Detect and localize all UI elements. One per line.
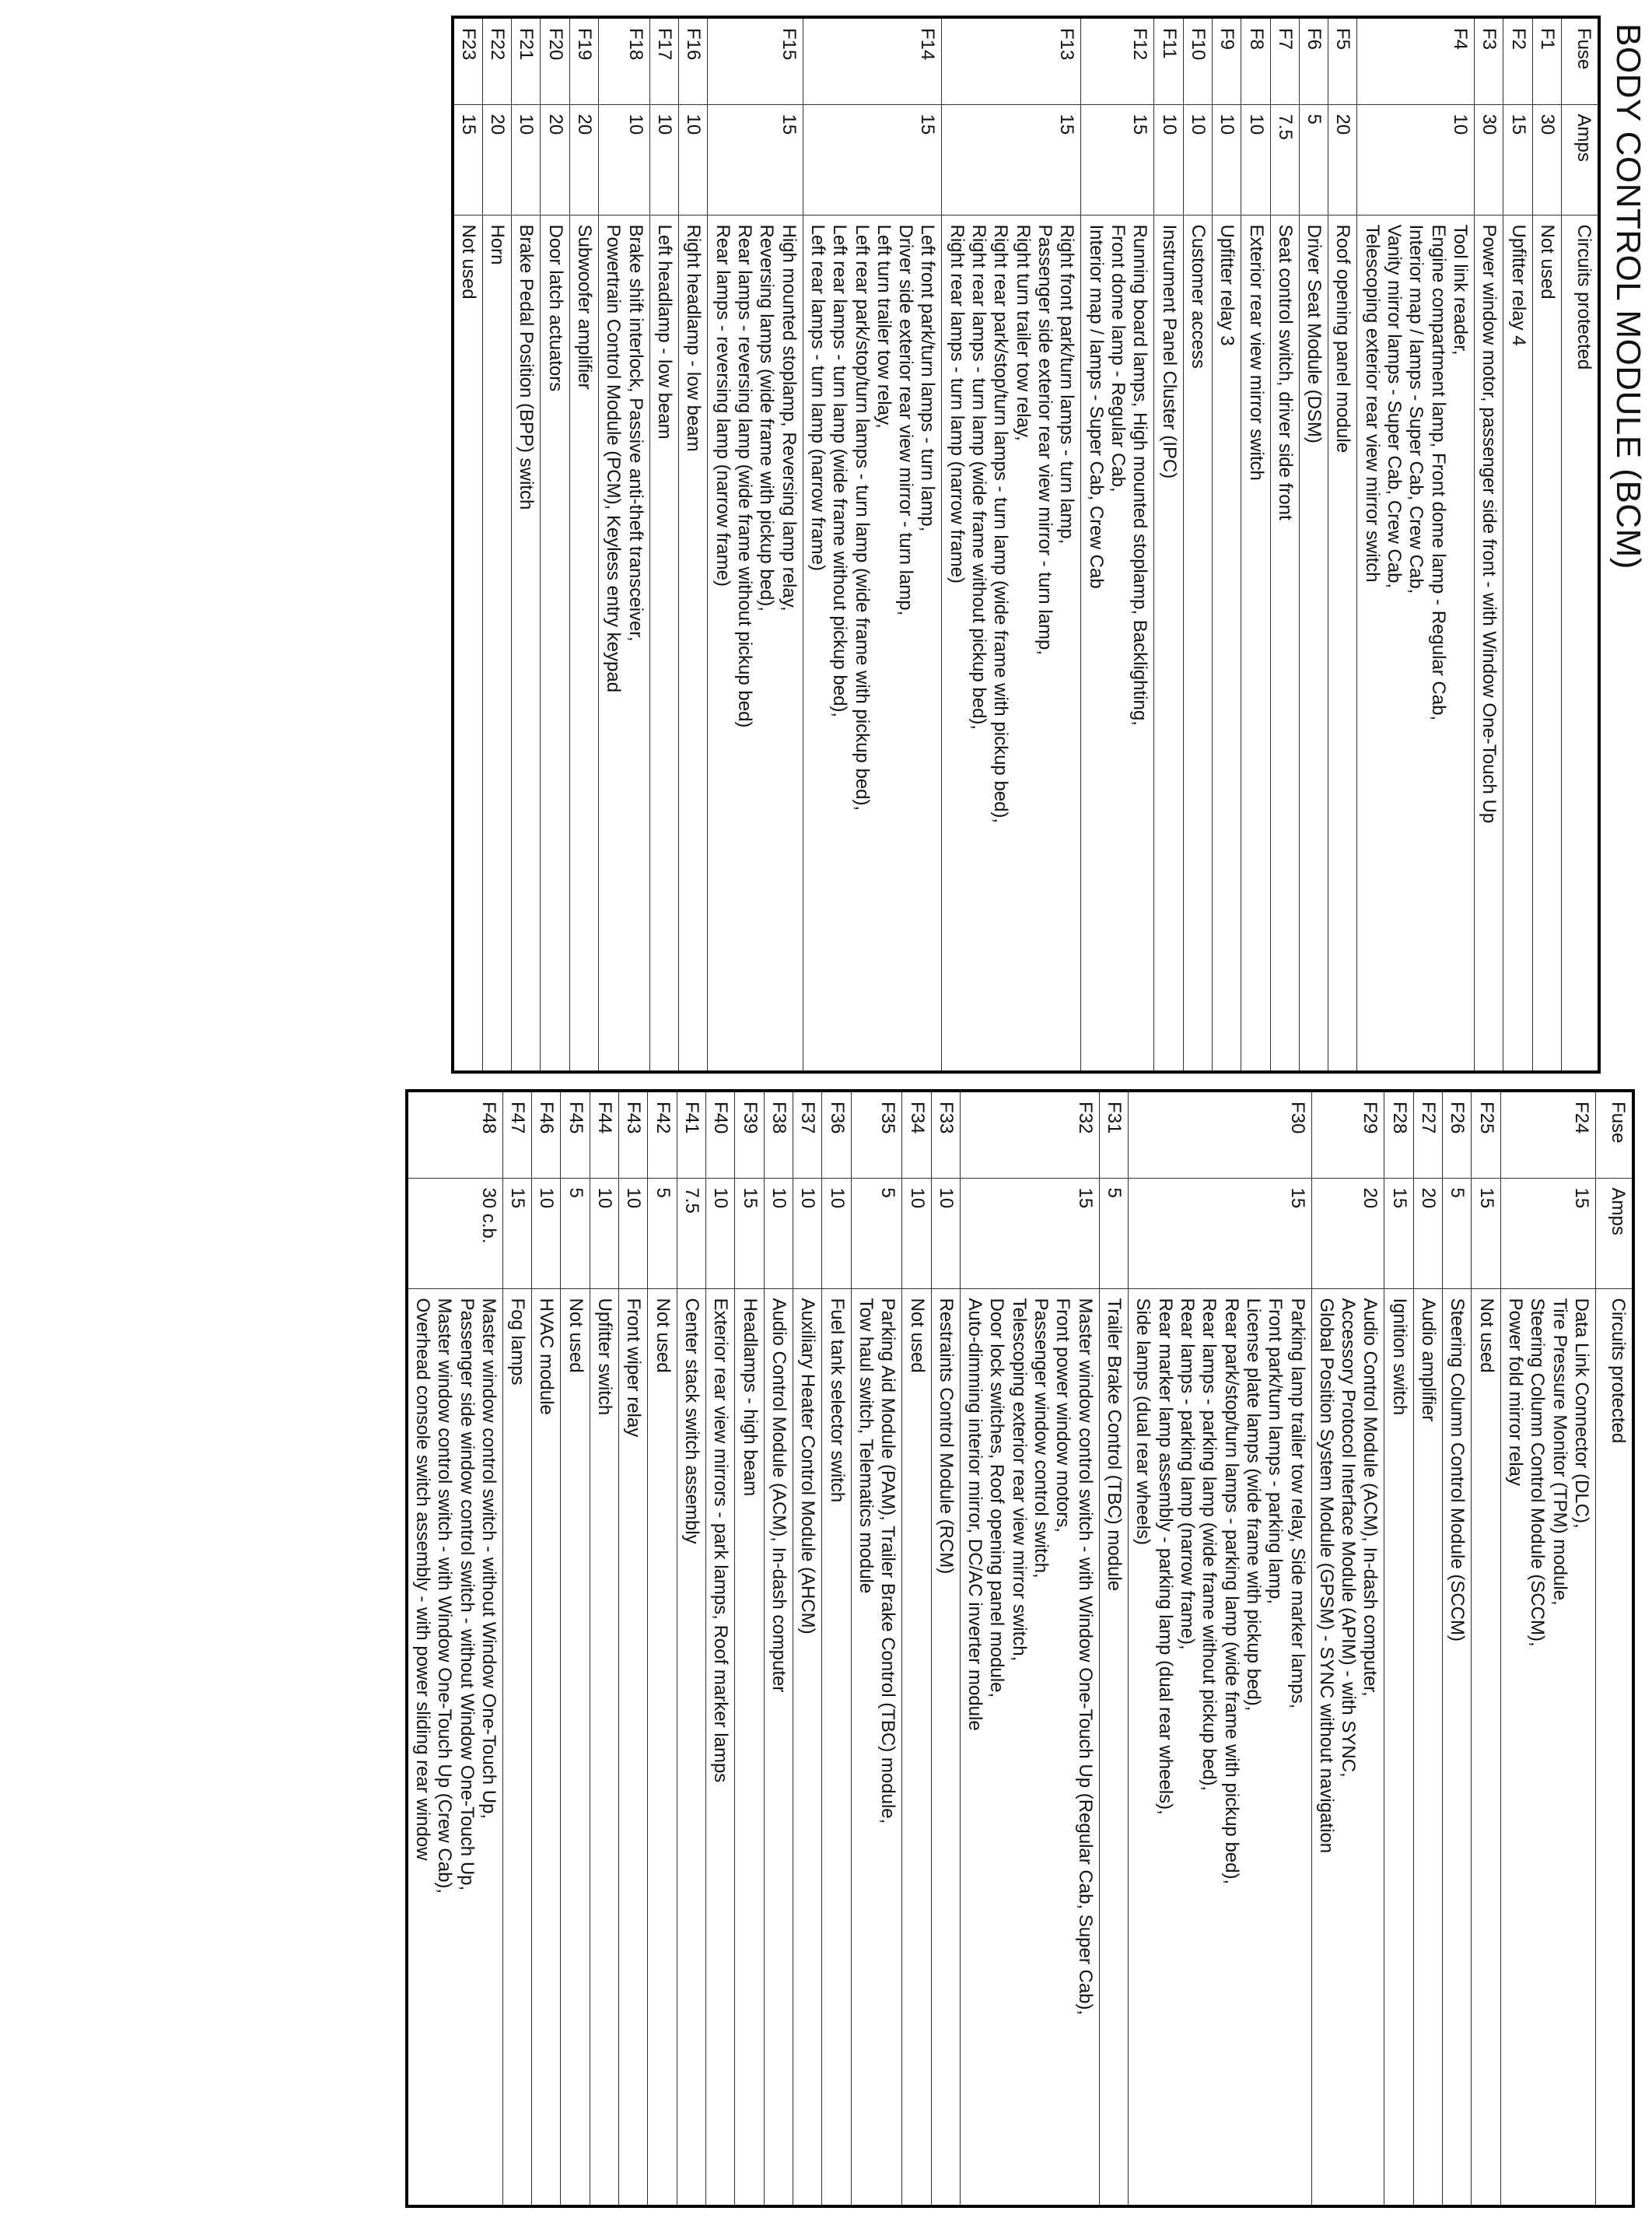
fuse-column-header: Fuse (1596, 1091, 1634, 1178)
circuits-protected (590, 1288, 618, 2206)
circuit-line: Upfitter switch (594, 1298, 616, 1416)
fuse-table-1 (451, 16, 1601, 1074)
circuit-line: Passenger side exterior rear view mirror - turn lamp, (1034, 224, 1056, 656)
circuits-protected (1099, 1288, 1128, 2206)
circuit-line: Parking lamp trailer tow relay, Side marker lamps, (1286, 1298, 1308, 1709)
table-row (561, 1091, 590, 2206)
circuits-protected (649, 215, 678, 1072)
circuit-line: Fog lamps (507, 1298, 529, 1386)
table-row (532, 1091, 561, 2206)
fuse-number: F45 (561, 1091, 590, 1178)
circuits-protected (1384, 1288, 1413, 2206)
fuse-number: F26 (1443, 1091, 1472, 1178)
fuse-number: F7 (1270, 17, 1299, 104)
circuit-line: Exterior rear view mirror switch (1245, 224, 1267, 481)
circuit-line: Left rear park/stop/turn lamps - turn lamp (wide frame with pickup bed), (851, 224, 873, 811)
fuse-number: F19 (569, 17, 598, 104)
fuse-number: F44 (590, 1091, 618, 1178)
fuse-amps: 5 (1443, 1178, 1472, 1288)
table-row (902, 1091, 931, 2206)
fuse-amps: 5 (1099, 1178, 1128, 1288)
table-row (822, 1091, 851, 2206)
circuit-line: Vanity mirror lamps - Super Cab, Crew Cab, (1384, 224, 1405, 589)
circuits-column-header: Circuits protected (1562, 215, 1600, 1072)
circuits-protected (1129, 1288, 1312, 2206)
circuits-protected (764, 1288, 793, 2206)
circuits-protected (407, 1288, 503, 2206)
fuse-number: F37 (793, 1091, 822, 1178)
fuse-number: F35 (851, 1091, 902, 1178)
fuse-amps: 15 (735, 1178, 764, 1288)
circuit-line: Audio Control Module (ACM), In-dash computer (768, 1298, 789, 1693)
circuit-line: Customer access (1187, 224, 1209, 369)
circuits-protected (1299, 215, 1328, 1072)
fuse-number: F12 (1081, 17, 1154, 104)
fuse-number: F36 (822, 1091, 851, 1178)
circuits-protected (561, 1288, 590, 2206)
table-row (1472, 1091, 1500, 2206)
fuse-number: F13 (942, 17, 1081, 104)
fuse-amps: 10 (532, 1178, 561, 1288)
fuse-number: F39 (735, 1091, 764, 1178)
amps-column-header: Amps (1596, 1178, 1634, 1288)
circuits-protected (512, 215, 541, 1072)
circuits-protected (1443, 1288, 1472, 2206)
circuit-line: Running board lamps, High mounted stoplamp, Backlighting, (1129, 224, 1151, 726)
fuse-amps: 20 (1413, 1178, 1442, 1288)
circuit-line: Left headlamp - low beam (654, 224, 676, 440)
fuse-amps: 10 (649, 104, 678, 215)
circuit-line: Left turn trailer tow relay, (873, 224, 894, 429)
circuit-line: Side lamps (dual rear wheels) (1132, 1298, 1154, 1545)
fuse-amps: 10 (512, 104, 541, 215)
circuits-protected (532, 1288, 561, 2206)
table-row (599, 17, 650, 1072)
table-row (569, 17, 598, 1072)
circuits-protected (453, 215, 483, 1072)
table-row (1099, 1091, 1128, 2206)
circuit-line: Rear lamps - reversing lamp (narrow frame) (712, 224, 733, 587)
circuit-line: Trailer Brake Control (TBC) module (1104, 1298, 1125, 1592)
amps-column-header: Amps (1562, 104, 1600, 215)
fuse-amps: 30 c.b. (407, 1178, 503, 1288)
circuit-line: Driver Seat Module (DSM) (1304, 224, 1325, 443)
fuse-number: F33 (931, 1091, 960, 1178)
circuits-protected (735, 1288, 764, 2206)
circuits-protected (822, 1288, 851, 2206)
circuits-protected (599, 215, 650, 1072)
table-row (1357, 17, 1475, 1072)
fuse-number: F3 (1475, 17, 1503, 104)
circuit-line: Instrument Panel Cluster (IPC) (1158, 224, 1180, 479)
fuse-amps: 10 (1212, 104, 1241, 215)
circuits-protected (1500, 1288, 1595, 2206)
fuse-number: F23 (453, 17, 483, 104)
circuits-protected (1270, 215, 1299, 1072)
circuits-protected (1328, 215, 1357, 1072)
circuit-line: Master window control switch - without Window One-Touch Up, (478, 1298, 499, 1820)
circuit-line: Not used (652, 1298, 674, 1373)
table-row (1500, 1091, 1595, 2206)
circuit-line: Horn (487, 224, 509, 265)
fuse-number: F41 (677, 1091, 705, 1178)
circuits-protected (1212, 215, 1241, 1072)
fuse-number: F30 (1129, 1091, 1312, 1178)
circuits-protected (793, 1288, 822, 2206)
circuit-line: Right turn trailer tow relay, (1012, 224, 1034, 441)
table-row (960, 1091, 1099, 2206)
fuse-number: F47 (502, 1091, 531, 1178)
circuits-protected (502, 1288, 531, 2206)
fuse-number: F16 (679, 17, 708, 104)
circuits-protected (931, 1288, 960, 2206)
table-row (851, 1091, 902, 2206)
circuit-line: Brake shift interlock, Passive anti-theft transceiver, (625, 224, 646, 642)
circuit-line: Parking Aid Module (PAM), Trailer Brake Control (TBC) module, (877, 1298, 899, 1824)
table-row (1081, 17, 1154, 1072)
circuit-line: Not used (457, 224, 479, 300)
fuse-number: F4 (1357, 17, 1475, 104)
fuse-amps: 20 (482, 104, 511, 215)
table-row (482, 17, 511, 1072)
circuit-line: Fuel tank selector switch (826, 1298, 848, 1503)
table-row (1183, 17, 1212, 1072)
circuit-line: Tire Pressure Monitor (TPM) module, (1549, 1298, 1570, 1606)
circuits-protected (1503, 215, 1532, 1072)
circuit-line: Rear marker lamp assembly - parking lamp (dual rear wheels), (1154, 1298, 1176, 1815)
fuse-number: F20 (541, 17, 569, 104)
table-row (1299, 17, 1328, 1072)
circuits-protected (569, 215, 598, 1072)
table-row (407, 1091, 503, 2206)
fuse-amps: 15 (960, 1178, 1099, 1288)
table-row (803, 17, 942, 1072)
circuit-line: Audio amplifier (1418, 1298, 1440, 1422)
fuse-amps: 10 (1357, 104, 1475, 215)
fuse-number: F34 (902, 1091, 931, 1178)
table-row (1311, 1091, 1384, 2206)
fuse-number: F25 (1472, 1091, 1500, 1178)
circuit-line: Right front park/turn lamps - turn lamp, (1056, 224, 1078, 545)
circuit-line: Not used (565, 1298, 586, 1373)
circuits-protected (482, 215, 511, 1072)
fuse-number: F6 (1299, 17, 1328, 104)
table-row (502, 1091, 531, 2206)
fuse-number: F11 (1154, 17, 1183, 104)
circuit-line: Audio Control Module (ACM), In-dash computer, (1360, 1298, 1381, 1697)
fuse-amps: 10 (679, 104, 708, 215)
circuits-protected (541, 215, 569, 1072)
fuse-number: F18 (599, 17, 650, 104)
fuse-number: F48 (407, 1091, 503, 1178)
circuit-line: Right rear lamps - turn lamp (wide frame without pickup bed), (968, 224, 990, 731)
fuse-table-2 (405, 1089, 1635, 2208)
fuse-amps: 15 (453, 104, 483, 215)
fuse-amps: 10 (793, 1178, 822, 1288)
circuits-protected (679, 215, 708, 1072)
circuit-line: Rear lamps - parking lamp (narrow frame), (1177, 1298, 1198, 1650)
circuit-line: High mounted stoplamp, Reversing lamp relay, (778, 224, 800, 611)
table-row (1129, 1091, 1312, 2206)
fuse-amps: 10 (590, 1178, 618, 1288)
fuse-amps: 10 (764, 1178, 793, 1288)
table-row (648, 1091, 677, 2206)
fuse-amps: 10 (931, 1178, 960, 1288)
table-row (1475, 17, 1503, 1072)
fuse-amps: 10 (822, 1178, 851, 1288)
fuse-amps: 10 (1241, 104, 1270, 215)
circuit-line: Power window motor, passenger side front - with Window One-Touch Up (1479, 224, 1500, 824)
fuse-amps: 30 (1475, 104, 1503, 215)
fuse-amps: 10 (599, 104, 650, 215)
circuit-line: Rear lamps - parking lamp (wide frame without pickup bed), (1199, 1298, 1220, 1792)
table-row (1413, 1091, 1442, 2206)
fuse-amps: 5 (1299, 104, 1328, 215)
circuits-protected (1183, 215, 1212, 1072)
circuit-line: Headlamps - high beam (739, 1298, 761, 1497)
table-row (764, 1091, 793, 2206)
table-row (1212, 17, 1241, 1072)
fuse-number: F21 (512, 17, 541, 104)
table-row (1503, 17, 1532, 1072)
circuits-protected (1311, 1288, 1384, 2206)
fuse-amps: 5 (851, 1178, 902, 1288)
circuit-line: Tow haul switch, Telematics module (855, 1298, 877, 1594)
fuse-amps: 15 (1503, 104, 1532, 215)
circuit-line: Telescoping exterior rear view mirror switch (1361, 224, 1383, 583)
circuit-line: Upfitter relay 4 (1507, 224, 1529, 346)
fuse-amps: 15 (1081, 104, 1154, 215)
circuits-protected (902, 1288, 931, 2206)
fuse-amps: 20 (1328, 104, 1357, 215)
circuit-line: Reversing lamps (wide frame with pickup bed), (756, 224, 778, 612)
table-row (619, 1091, 648, 2206)
circuit-line: Passenger window control switch, (1031, 1298, 1052, 1579)
circuit-line: Steering Column Control Module (SCCM), (1527, 1298, 1549, 1647)
table-row (649, 17, 678, 1072)
fuse-amps: 10 (1154, 104, 1183, 215)
circuits-protected (851, 1288, 902, 2206)
fuse-number: F1 (1532, 17, 1561, 104)
circuit-line: Center stack switch assembly (681, 1298, 703, 1544)
fuse-number: F46 (532, 1091, 561, 1178)
table-row (679, 17, 708, 1072)
fuse-amps: 15 (1129, 1178, 1312, 1288)
table-row (706, 1091, 735, 2206)
circuit-line: Brake Pedal Position (BPP) switch (516, 224, 537, 510)
circuit-line: Rear lamps - reversing lamp (wide frame without pickup bed) (734, 224, 755, 728)
fuse-number: F22 (482, 17, 511, 104)
circuit-line: Powertrain Control Module (PCM), Keyless entry keypad (603, 224, 625, 693)
table-row (708, 17, 803, 1072)
circuit-line: Auxiliary Heater Control Module (AHCM) (797, 1298, 819, 1635)
fuse-number: F42 (648, 1091, 677, 1178)
circuits-protected (1241, 215, 1270, 1072)
fuse-number: F32 (960, 1091, 1099, 1178)
fuse-number: F24 (1500, 1091, 1595, 1178)
fuse-number: F28 (1384, 1091, 1413, 1178)
fuse-amps: 15 (1384, 1178, 1413, 1288)
circuit-line: License plate lamps (wide frame with pickup bed), (1242, 1298, 1264, 1712)
circuits-protected (706, 1288, 735, 2206)
circuit-line: Front dome lamp - Regular Cab, (1108, 224, 1129, 492)
circuit-line: Passenger side window control switch - without Window One-Touch Up, (456, 1298, 478, 1891)
fuse-amps: 5 (648, 1178, 677, 1288)
circuits-protected (960, 1288, 1099, 2206)
table-row (735, 1091, 764, 2206)
fuse-column-header: Fuse (1562, 17, 1600, 104)
table-row (1270, 17, 1299, 1072)
circuit-line: Seat control switch, driver side front (1274, 224, 1296, 520)
table-row (1384, 1091, 1413, 2206)
circuit-line: Front park/turn lamps - parking lamp, (1265, 1298, 1286, 1604)
circuit-line: HVAC module (536, 1298, 558, 1415)
circuit-line: Rear park/stop/turn lamps - parking lamp (wide frame with pickup bed), (1220, 1298, 1242, 1885)
circuit-line: Tool link reader, (1450, 224, 1472, 356)
table-row (1241, 17, 1270, 1072)
circuit-line: Ignition switch (1388, 1298, 1410, 1416)
fuse-number: F15 (708, 17, 803, 104)
circuit-line: Engine compartment lamp, Front dome lamp - Regular Cab, (1427, 224, 1449, 721)
circuit-line: Left front park/turn lamps - turn lamp, (917, 224, 939, 532)
fuse-number: F9 (1212, 17, 1241, 104)
circuit-line: Door latch actuators (544, 224, 566, 392)
fuse-amps: 10 (902, 1178, 931, 1288)
table-row (1154, 17, 1183, 1072)
fuse-number: F8 (1241, 17, 1270, 104)
circuit-line: Driver side exterior rear view mirror - turn lamp, (895, 224, 917, 616)
circuit-line: Master window control switch - with Window One-Touch Up (Crew Cab), (434, 1298, 456, 1894)
fuse-amps: 15 (803, 104, 942, 215)
fuse-amps: 15 (1500, 1178, 1595, 1288)
fuse-amps: 20 (569, 104, 598, 215)
table-row (512, 17, 541, 1072)
circuit-line: Roof opening panel module (1332, 224, 1354, 454)
fuse-amps: 30 (1532, 104, 1561, 215)
circuit-line: Steering Column Control Module (SCCM) (1447, 1298, 1468, 1642)
circuit-line: Subwoofer amplifier (574, 224, 596, 390)
circuit-line: Front power window motors, (1052, 1298, 1074, 1533)
fuse-amps: 20 (541, 104, 569, 215)
fuse-amps: 7.5 (1270, 104, 1299, 215)
circuit-line: Right rear park/stop/turn lamps - turn lamp (wide frame with pickup bed), (990, 224, 1012, 824)
fuse-amps: 15 (942, 104, 1081, 215)
table-row (677, 1091, 705, 2206)
table-row (590, 1091, 618, 2206)
fuse-number: F40 (706, 1091, 735, 1178)
circuit-line: Not used (906, 1298, 928, 1373)
circuit-line: Front wiper relay (623, 1298, 645, 1438)
circuit-line: Power fold mirror relay (1505, 1298, 1527, 1486)
circuit-line: Left rear lamps - turn lamp (wide frame without pickup bed), (829, 224, 851, 718)
circuit-line: Left rear lamps - turn lamp (narrow frame) (807, 224, 828, 571)
page-title: BODY CONTROL MODULE (BCM) (1609, 23, 1647, 569)
circuits-protected (1154, 215, 1183, 1072)
circuits-protected (1472, 1288, 1500, 2206)
fuse-number: F5 (1328, 17, 1357, 104)
fuse-number: F27 (1413, 1091, 1442, 1178)
table-row (793, 1091, 822, 2206)
circuit-line: Interior map / lamps - Super Cab, Crew Cab (1085, 224, 1107, 589)
circuit-line: Right rear lamps - turn lamp (narrow frame) (946, 224, 968, 583)
fuse-amps: 5 (561, 1178, 590, 1288)
circuit-line: Door lock switches, Roof opening panel module, (986, 1298, 1008, 1698)
table-row (1532, 17, 1561, 1072)
circuit-line: Accessory Protocol Interface Module (APIM) - with SYNC, (1338, 1298, 1360, 1778)
fuse-amps: 10 (1183, 104, 1212, 215)
fuse-amps: 15 (502, 1178, 531, 1288)
circuits-protected (1357, 215, 1475, 1072)
circuits-column-header: Circuits protected (1596, 1288, 1634, 2206)
circuits-protected (677, 1288, 705, 2206)
fuse-number: F43 (619, 1091, 648, 1178)
fuse-number: F38 (764, 1091, 793, 1178)
table-header-row (1596, 1091, 1634, 2206)
fuse-amps: 7.5 (677, 1178, 705, 1288)
circuit-line: Telescoping exterior rear view mirror switch, (1008, 1298, 1030, 1662)
fuse-number: F14 (803, 17, 942, 104)
fuse-amps: 20 (1311, 1178, 1384, 1288)
table-row (931, 1091, 960, 2206)
fuse-amps: 10 (619, 1178, 648, 1288)
fuse-amps: 10 (706, 1178, 735, 1288)
table-row (1328, 17, 1357, 1072)
circuit-line: Not used (1475, 1298, 1497, 1373)
fuse-amps: 15 (1472, 1178, 1500, 1288)
circuits-protected (708, 215, 803, 1072)
table-header-row (1562, 17, 1600, 1072)
table-row (942, 17, 1081, 1072)
circuits-protected (942, 215, 1081, 1072)
circuit-line: Right headlamp - low beam (683, 224, 705, 452)
table-row (453, 17, 483, 1072)
fuse-number: F10 (1183, 17, 1212, 104)
circuit-line: Upfitter relay 3 (1216, 224, 1238, 346)
fuse-amps: 15 (708, 104, 803, 215)
circuits-protected (1413, 1288, 1442, 2206)
table-row (541, 17, 569, 1072)
fuse-number: F2 (1503, 17, 1532, 104)
fuse-number: F31 (1099, 1091, 1128, 1178)
fuse-number: F17 (649, 17, 678, 104)
circuits-protected (619, 1288, 648, 2206)
circuits-protected (648, 1288, 677, 2206)
circuits-protected (1532, 215, 1561, 1072)
circuit-line: Exterior rear view mirrors - park lamps, Roof marker lamps (710, 1298, 732, 1783)
circuits-protected (1081, 215, 1154, 1072)
circuit-line: Restraints Control Module (RCM) (935, 1298, 957, 1575)
circuit-line: Not used (1537, 224, 1558, 300)
circuit-line: Data Link Connector (DLC), (1571, 1298, 1592, 1529)
circuit-line: Interior map / lamps - Super Cab, Crew Cab, (1405, 224, 1427, 594)
circuits-protected (803, 215, 942, 1072)
circuit-line: Global Position System Module (GPSM) - SYNC without navigation (1315, 1298, 1337, 1854)
circuits-protected (1475, 215, 1503, 1072)
fuse-number: F29 (1311, 1091, 1384, 1178)
circuit-line: Overhead console switch assembly - with power sliding rear window (411, 1298, 433, 1861)
table-row (1443, 1091, 1472, 2206)
circuit-line: Auto-dimming interior mirror, DC/AC inverter module (964, 1298, 986, 1731)
circuit-line: Master window control switch - with Window One-Touch Up (Regular Cab, Super Cab), (1074, 1298, 1096, 2016)
